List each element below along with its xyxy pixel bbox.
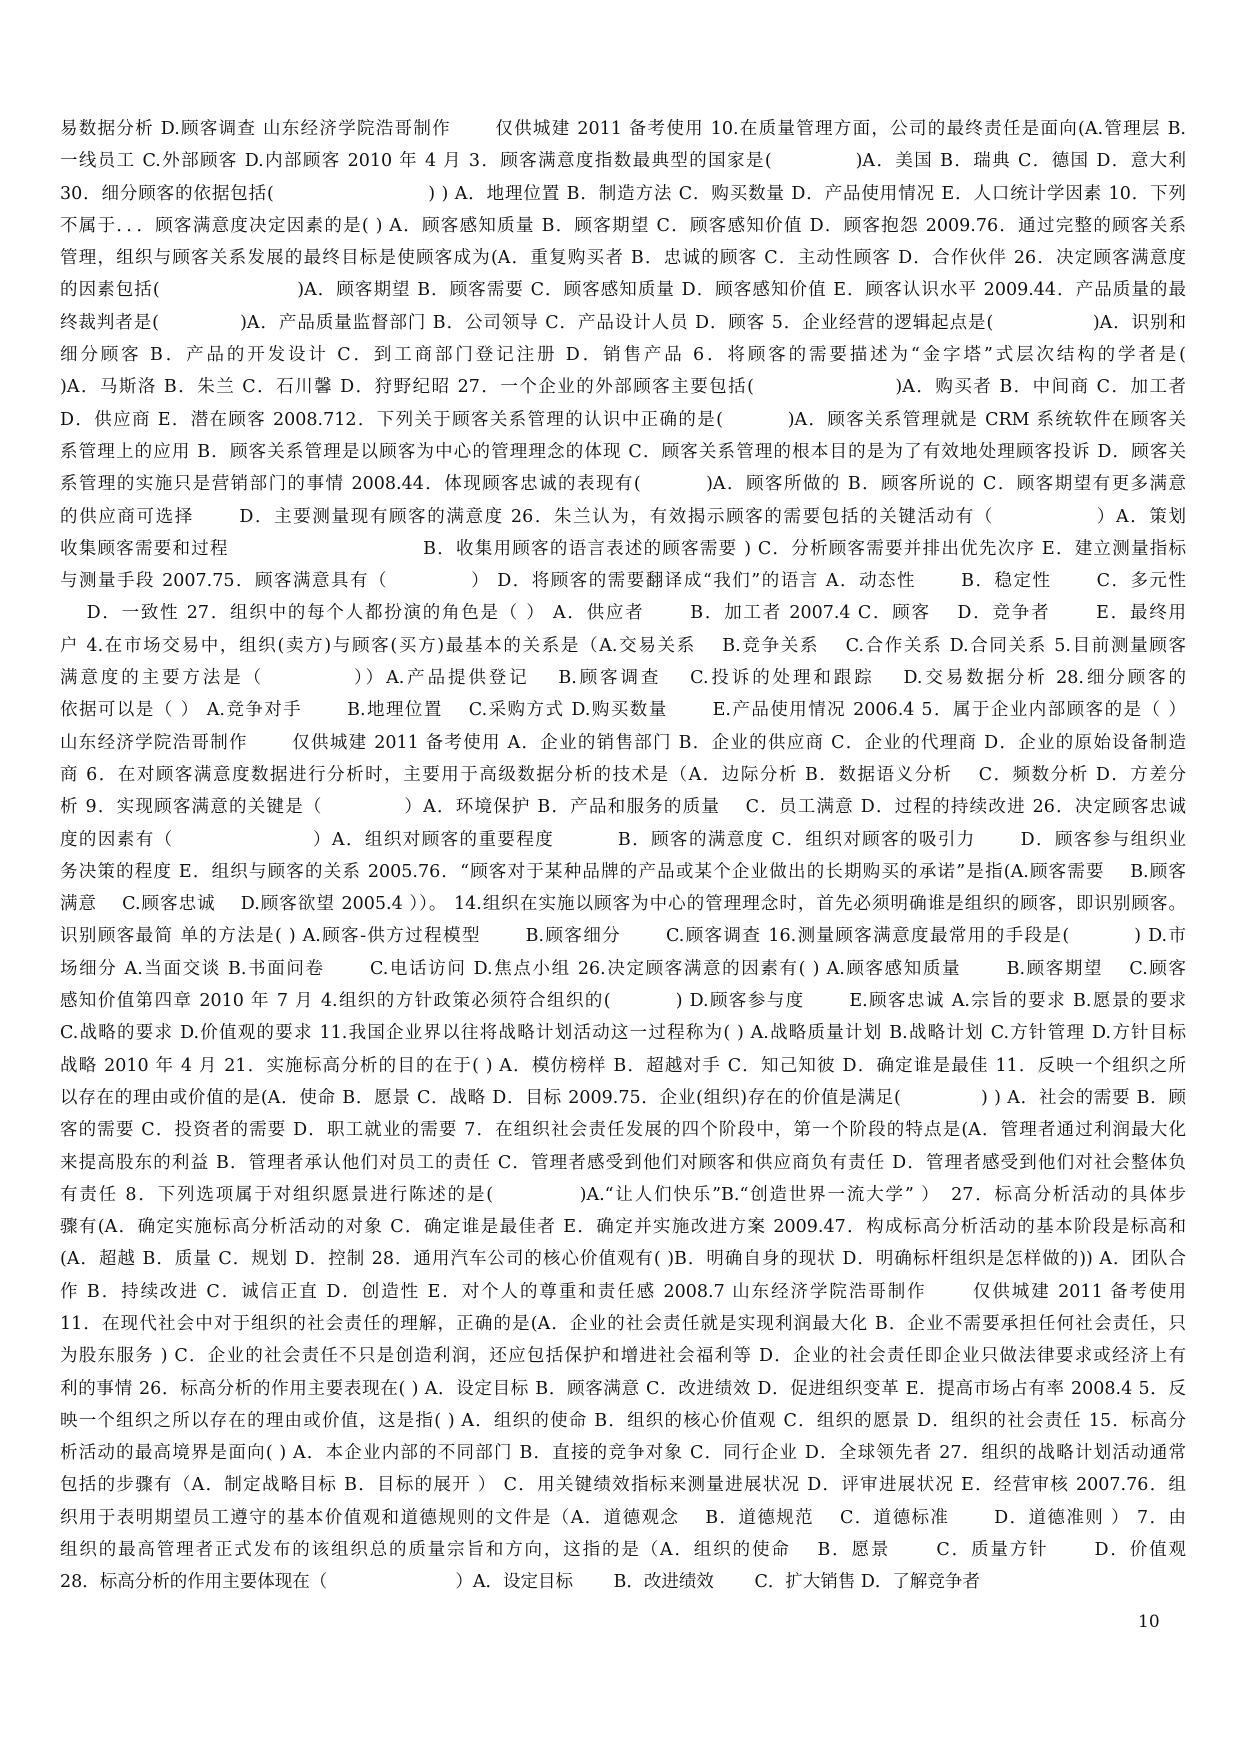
text-line: 析 9．实现顾客满意的关键是（ ）A．环境保护 B．产品和服务的质量 C．员工满意 D．过程的持续改进 26．决定顾客忠诚 xyxy=(60,797,1186,818)
text-line: 依据可以是（ ） A.竞争对手 B.地理位置 C.采购方式 D.购买数量 E.产品使用情况 2006.4 5．属于企业内部顾客的是（ ） xyxy=(60,700,1186,721)
text-line: 感知价值第四章 2010 年 7 月 4.组织的方针政策必须符合组织的( ) D.顾客参与度 E.顾客忠诚 A.宗旨的要求 B.愿景的要求 xyxy=(60,991,1186,1012)
text-line: D．一致性 27．组织中的每个人都扮演的角色是（ ） A．供应者 B．加工者 2007.4 C．顾客 D．竞争者 E．最终用 xyxy=(60,603,1186,624)
text-line: (A．超越 B．质量 C．规划 D．控制 28．通用汽车公司的核心价值观有( )B．明确自身的现状 D．明确标杆组织是怎样做的)) A．团队合 xyxy=(60,1249,1186,1270)
text-line: 管理，组织与顾客关系发展的最终目标是使顾客成为(A．重复购买者 B．忠诚的顾客 C．主动性顾客 D．合作伙伴 26．决定顾客满意度 xyxy=(60,248,1186,269)
text-line: 的供应商可选择 D．主要测量现有顾客的满意度 26．朱兰认为，有效揭示顾客的需要包括的关键活动有（ ）A．策划 xyxy=(60,506,1186,527)
text-line: 11．在现代社会中对于组织的社会责任的理解，正确的是(A．企业的社会责任就是实现利润最大化 B．企业不需要承担任何社会责任，只 xyxy=(60,1313,1186,1334)
text-line: 系管理的实施只是营销部门的事情 2008.44．体现顾客忠诚的表现有( )A．顾客所做的 B．顾客所说的 C．顾客期望有更多满意 xyxy=(60,474,1186,495)
text-line: 以存在的理由或价值的是(A．使命 B．愿景 C．战略 D．目标 2009.75．企业(组织)存在的价值是满足( ) ) A．社会的需要 B．顾 xyxy=(60,1087,1186,1108)
text-line: 满意 C.顾客忠诚 D.顾客欲望 2005.4 ））。 14.组织在实施以顾客为中心的管理理念时，首先必须明确谁是组织的顾客，即识别顾客。 xyxy=(60,894,1186,915)
text-line: 包括的步骤有（A．制定战略目标 B．目标的展开 ） C．用关键绩效指标来测量进展状况 D．评审进展状况 E．经营审核 2007.76．组 xyxy=(60,1475,1186,1496)
text-line: 客的需要 C．投资者的需要 D．职工就业的需要 7．在组织社会责任发展的四个阶段中，第一个阶段的特点是(A．管理者通过利润最大化 xyxy=(60,1120,1186,1141)
text-line: 一线员工 C.外部顾客 D.内部顾客 2010 年 4 月 3．顾客满意度指数最典型的国家是( )A．美国 B．瑞典 C．德国 D．意大利 xyxy=(60,151,1186,172)
text-line: 户 4.在市场交易中，组织(卖方)与顾客(买方)最基本的关系是（A.交易关系 B.竞争关系 C.合作关系 D.合同关系 5.目前测量顾客 xyxy=(60,635,1186,656)
text-line: 为股东服务 ) C．企业的社会责任不只是创造利润，还应包括保护和增进社会福利等 D．企业的社会责任即企业只做法律要求或经济上有 xyxy=(60,1346,1186,1367)
text-line: 满意度的主要方法是（ ））A.产品提供登记 B.顾客调查 C.投诉的处理和跟踪 D.交易数据分析 28.细分顾客的 xyxy=(60,668,1186,689)
text-line: D．供应商 E．潜在顾客 2008.712．下列关于顾客关系管理的认识中正确的是( )A．顾客关系管理就是 CRM 系统软件在顾客关 xyxy=(60,409,1186,430)
text-line: 作 B．持续改进 C．诚信正直 D．创造性 E．对个人的尊重和责任感 2008.7 山东经济学院浩哥制作 仅供城建 2011 备考使用 xyxy=(60,1281,1186,1302)
text-line: 析活动的最高境界是面向( ) A．本企业内部的不同部门 B．直接的竞争对象 C．同行企业 D．全球领先者 27．组织的战略计划活动通常 xyxy=(60,1443,1186,1464)
text-line: 收集顾客需要和过程 B．收集用顾客的语言表述的顾客需要 ) C．分析顾客需要并排出优先次序 E．建立测量指标 xyxy=(60,538,1186,559)
text-line: 的因素包括( )A．顾客期望 B．顾客需要 C．顾客感知质量 D．顾客感知价值 E．顾客认识水平 2009.44．产品质量的最 xyxy=(60,280,1186,301)
text-line: 商 6．在对顾客满意度数据进行分析时，主要用于高级数据分析的技术是（A．边际分析 B．数据语义分析 C．频数分析 D．方差分 xyxy=(60,764,1186,785)
text-line: 有责任 8．下列选项属于对组织愿景进行陈述的是( )A.“让人们快乐”B.“创造世界一流大学” ） 27．标高分析活动的具体步 xyxy=(60,1184,1186,1205)
document-body xyxy=(60,113,1186,1599)
text-line: C.战略的要求 D.价值观的要求 11.我国企业界以往将战略计划活动这一过程称为( ) A.战略质量计划 B.战略计划 C.方针管理 D.方针目标 xyxy=(60,1023,1186,1044)
text-line: 利的事情 26．标高分析的作用主要表现在( ) A．设定目标 B．顾客满意 C．改进绩效 D．促进组织变革 E．提高市场占有率 2008.4 5．反 xyxy=(60,1378,1186,1399)
text-line: 组织的最高管理者正式发布的该组织总的质量宗旨和方向，这指的是（A．组织的使命 B．愿景 C．质量方针 D．价值观 xyxy=(60,1540,1186,1561)
page-number: 10 xyxy=(1138,1612,1160,1632)
text-line: 战略 2010 年 4 月 21．实施标高分析的目的在于( ) A．模仿榜样 B．超越对手 C．知己知彼 D．确定谁是最佳 11．反映一个组织之所 xyxy=(60,1055,1186,1076)
text-line: )A．马斯洛 B．朱兰 C．石川馨 D．狩野纪昭 27．一个企业的外部顾客主要包括( )A．购买者 B．中间商 C．加工者 xyxy=(60,377,1186,398)
text-line: 场细分 A.当面交谈 B.书面问卷 C.电话访问 D.焦点小组 26.决定顾客满意的因素有( ) A.顾客感知质量 B.顾客期望 C.顾客 xyxy=(60,958,1186,979)
text-line: 与测量手段 2007.75．顾客满意具有（ ） D．将顾客的需要翻译成“我们”的语言 A．动态性 B．稳定性 C．多元性 xyxy=(60,571,1186,592)
text-line: 28．标高分析的作用主要体现在（ ）A．设定目标 B．改进绩效 C．扩大销售 D．了解竞争者 xyxy=(60,1572,980,1593)
text-line: 骤有(A．确定实施标高分析活动的对象 C．确定谁是最佳者 E．确定并实施改进方案 2009.47．构成标高分析活动的基本阶段是标高和 xyxy=(60,1217,1186,1238)
text-line: 映一个组织之所以存在的理由或价值，这是指( ) A．组织的使命 B．组织的核心价值观 C．组织的愿景 D．组织的社会责任 15．标高分 xyxy=(60,1410,1186,1431)
text-line: 不属于．．．顾客满意度决定因素的是( ) A．顾客感知质量 B．顾客期望 C．顾客感知价值 D．顾客抱怨 2009.76．通过完整的顾客关系 xyxy=(60,215,1186,236)
text-line: 山东经济学院浩哥制作 仅供城建 2011 备考使用 A．企业的销售部门 B．企业的供应商 C．企业的代理商 D．企业的原始设备制造 xyxy=(60,732,1186,753)
text-line: 度的因素有（ ）A．组织对顾客的重要程度 B．顾客的满意度 C．组织对顾客的吸引力 D．顾客参与组织业 xyxy=(60,829,1186,850)
text-line: 30．细分顾客的依据包括( ) ) A．地理位置 B．制造方法 C．购买数量 D．产品使用情况 E．人口统计学因素 10．下列 xyxy=(60,183,1186,204)
text-line: 系管理上的应用 B．顾客关系管理是以顾客为中心的管理理念的体现 C．顾客关系管理的根本目的是为了有效地处理顾客投诉 D．顾客关 xyxy=(60,441,1186,462)
text-line: 织用于表明期望员工遵守的基本价值观和道德规则的文件是（A．道德观念 B．道德规范 C．道德标准 D．道德准则 ） 7．由 xyxy=(60,1507,1186,1528)
text-line: 细分顾客 B．产品的开发设计 C．到工商部门登记注册 D．销售产品 6．将顾客的需要描述为“金字塔”式层次结构的学者是( xyxy=(60,345,1186,366)
text-line: 易数据分析 D.顾客调查 山东经济学院浩哥制作 仅供城建 2011 备考使用 10.在质量管理方面，公司的最终责任是面向(A.管理层 B. xyxy=(60,119,1186,139)
text-line: 终裁判者是( )A．产品质量监督部门 B．公司领导 C．产品设计人员 D．顾客 5．企业经营的逻辑起点是( )A．识别和 xyxy=(60,312,1186,333)
text-line: 务决策的程度 E．组织与顾客的关系 2005.76．“顾客对于某种品牌的产品或某个企业做出的长期购买的承诺”是指(A.顾客需要 B.顾客 xyxy=(60,861,1186,882)
text-line: 识别顾客最简 单的方法是( ) A.顾客-供方过程模型 B.顾客细分 C.顾客调查 16.测量顾客满意度最常用的手段是( ) D.市 xyxy=(60,926,1186,947)
text-line: 来提高股东的利益 B．管理者承认他们对员工的责任 C．管理者感受到他们对顾客和供应商负有责任 D．管理者感受到他们对社会整体负 xyxy=(60,1152,1186,1173)
